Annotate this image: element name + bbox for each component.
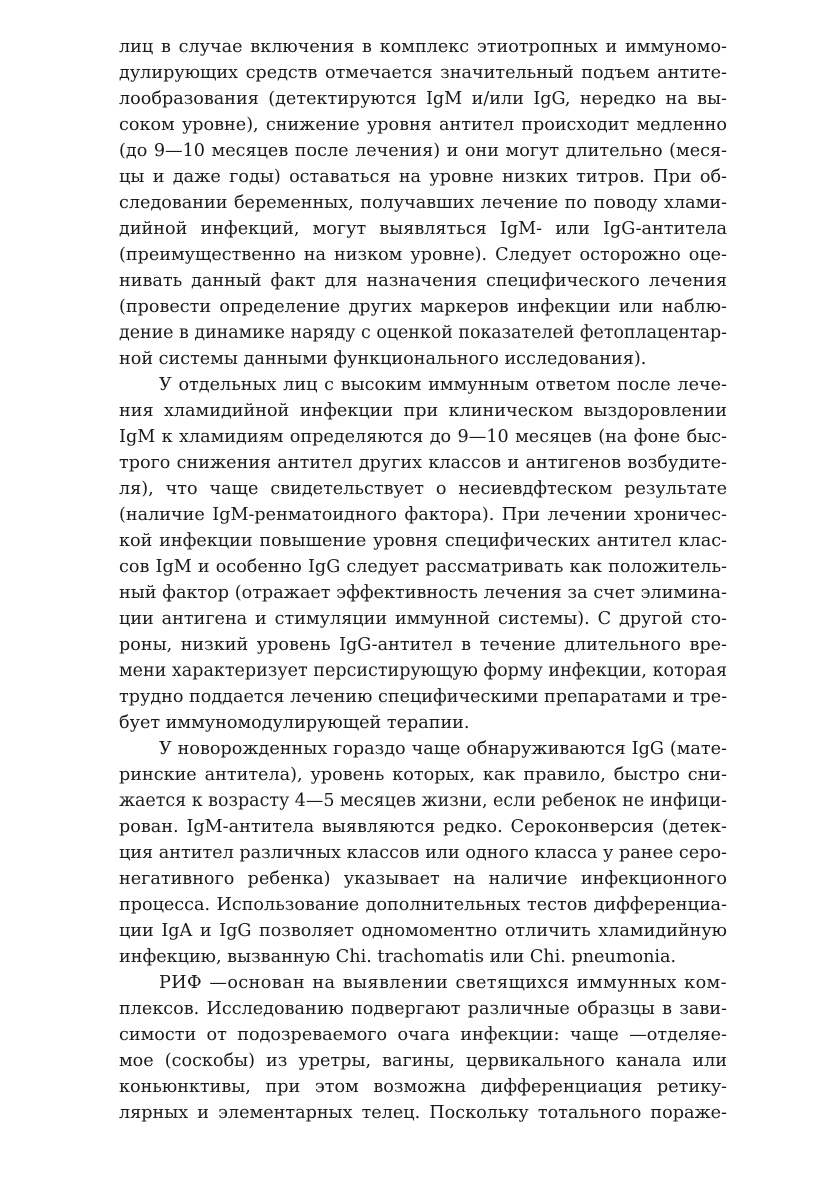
text-line: трого снижения антител других классов и антигенов возбудите- (119, 453, 727, 473)
text-line: ный фактор (отражает эффективность лечения за счет элимина- (119, 583, 727, 603)
text-line: плексов. Исследованию подвергают различные образцы в зави- (119, 999, 727, 1019)
text-line: (до 9—10 месяцев после лечения) и они могут длительно (меся- (119, 141, 727, 161)
text-line: ринские антитела), уровень которых, как правило, быстро сни- (119, 765, 727, 785)
text-line: дийной инфекций, могут выявляться IgM- или IgG-антитела (119, 219, 727, 239)
text-line: лярных и элементарных телец. Поскольку тотального пораже- (119, 1103, 727, 1123)
text-line: дулирующих средств отмечается значительный подъем антите- (119, 63, 727, 83)
text-line: нивать данный факт для назначения специфического лечения (119, 271, 727, 291)
text-line: мое (соскобы) из уретры, вагины, цервикального канала или (119, 1051, 727, 1071)
text-line: роны, низкий уровень IgG-антител в течение длительного вре- (119, 635, 727, 655)
paragraph (119, 736, 727, 970)
text-line: ния хламидийной инфекции при клиническом выздоровлении (119, 401, 727, 421)
text-line: ной системы данными функционального исследования). (119, 349, 647, 369)
text-line: РИФ —основан на выявлении светящихся иммунных ком- (159, 973, 727, 993)
text-line: коньюнктивы, при этом возможна дифференциация ретикy- (119, 1077, 727, 1097)
text-line: У новорожденных гораздо чаще обнаруживаются IgG (мате- (159, 739, 727, 759)
paragraph (119, 34, 727, 372)
text-line: цы и даже годы) оставаться на уровне низких титров. При об- (119, 167, 727, 187)
text-line: соком уровне), снижение уровня антител происходит медленно (119, 115, 727, 135)
text-line: дение в динамике наряду с оценкой показателей фетоплацентар- (119, 323, 727, 343)
text-line: процесса. Использование дополнительных тестов дифференциа- (119, 895, 727, 915)
text-line: трудно поддается лечению специфическими препаратами и тре- (119, 687, 728, 707)
text-line: (преимущественно на низком уровне). Следует осторожно оце- (119, 245, 727, 265)
text-line: (провести определение других маркеров инфекции или наблю- (119, 297, 727, 317)
text-line: следовании беременных, получавших лечение по поводу хлами- (119, 193, 727, 213)
text-line: кой инфекции повышение уровня специфических антител клас- (119, 531, 727, 551)
text-line: У отдельных лиц с высоким иммунным ответом после лече- (159, 375, 727, 395)
text-line: ции антигена и стимуляции иммунной системы). С другой сто- (119, 609, 727, 629)
text-line: лообразования (детектируются IgM и/или IgG, нередко на вы- (119, 89, 727, 109)
text-line: ля), что чаще свидетельствует о несиевдфтеском результате (119, 479, 727, 499)
text-line: инфекцию, вызванную Chi. trachomatis или Chi. pneumonia. (119, 947, 677, 967)
document-page (119, 34, 727, 1126)
text-line: лиц в случае включения в комплекс этиотропных и иммуномо- (119, 37, 727, 57)
text-line: ции IgA и IgG позволяет одномоментно отличить хламидийную (119, 921, 727, 941)
text-line: ция антител различных классов или одного класса у ранее серо- (119, 843, 727, 863)
text-line: негативного ребенка) указывает на наличие инфекционного (119, 869, 727, 889)
text-line: бует иммуномодулирующей терапии. (119, 713, 470, 733)
text-line: сов IgM и особенно IgG следует рассматривать как положитель- (119, 557, 727, 577)
text-line: симости от подозреваемого очага инфекции: чаще —отделяе- (119, 1025, 727, 1045)
text-line: жается к возрасту 4—5 месяцев жизни, если ребенок не инфици- (119, 791, 727, 811)
text-line: рован. IgM-антитела выявляются редко. Сероконверсия (детек- (119, 817, 727, 837)
text-line: мени характеризует персистирующую форму инфекции, которая (119, 661, 727, 681)
paragraph (119, 970, 727, 1126)
paragraph (119, 372, 727, 736)
text-line: (наличие IgM-ренматоидного фактора). При лечении хроничес- (119, 505, 727, 525)
text-line: IgM к хламидиям определяются до 9—10 месяцев (на фоне быс- (119, 427, 727, 447)
